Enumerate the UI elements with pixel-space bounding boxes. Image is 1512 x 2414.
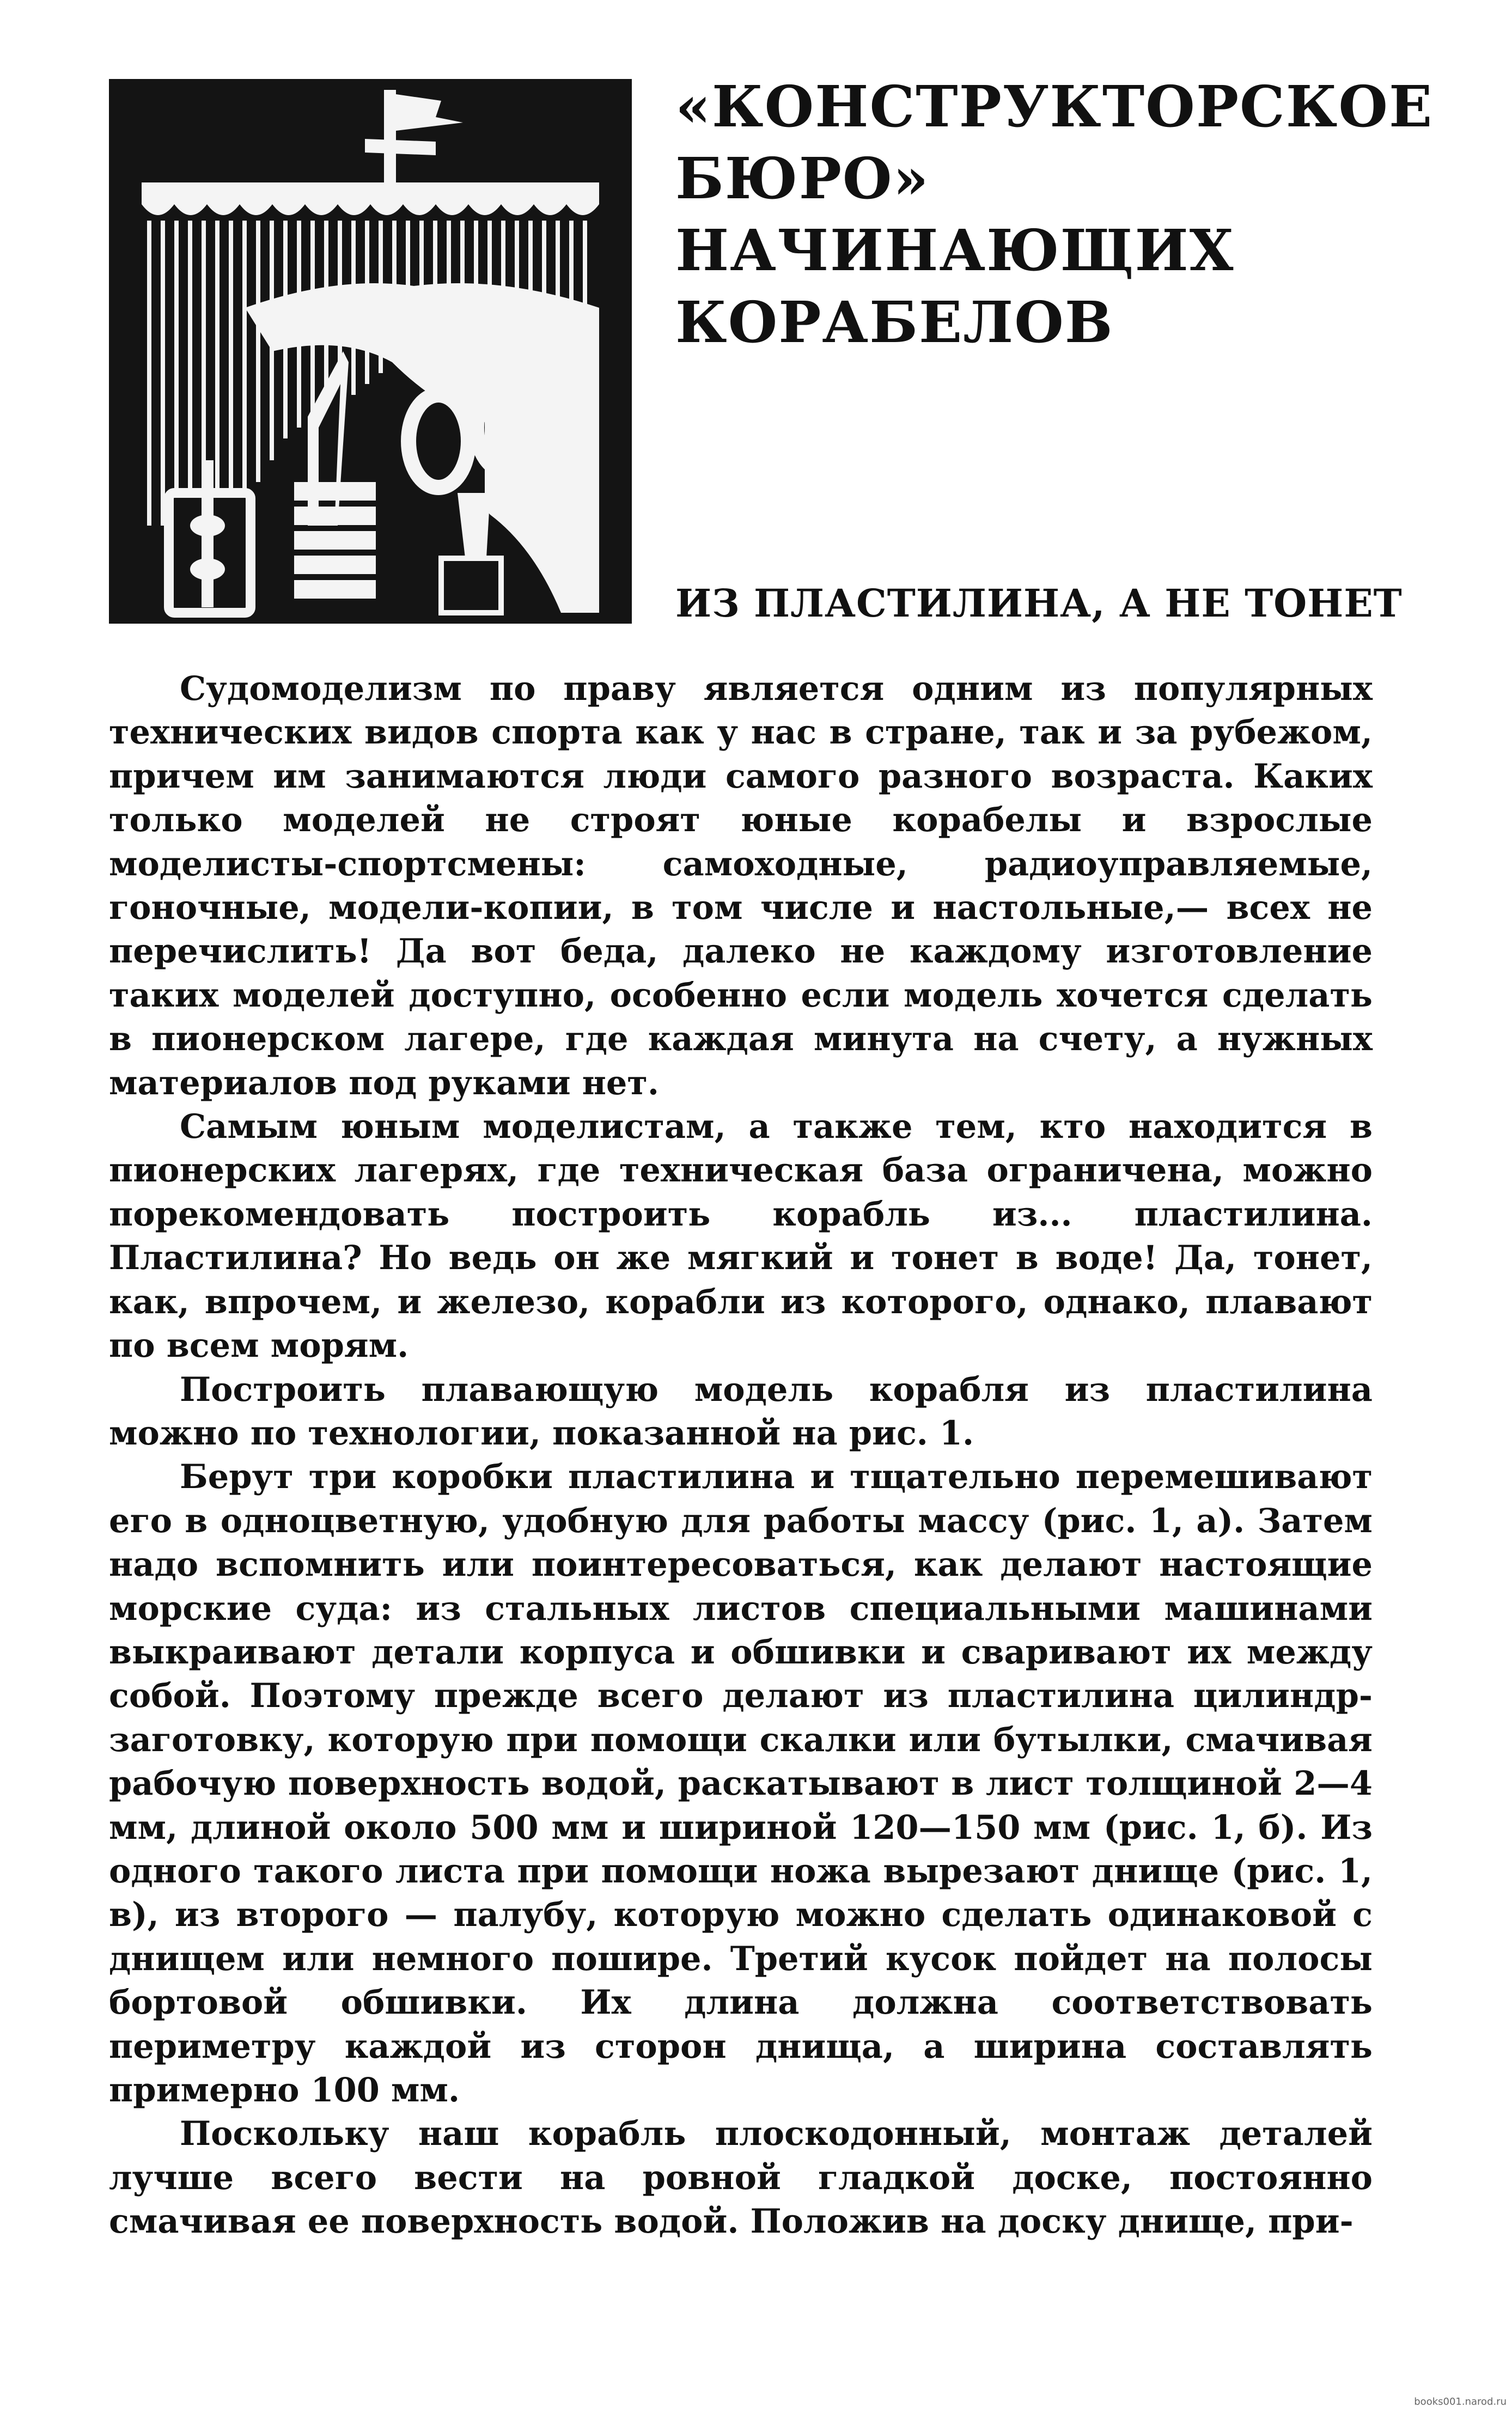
title-line-4: КОРАБЕЛОВ [675,289,1114,356]
paragraph: Поскольку наш корабль плоскодонный, монтаж деталей лучше всего вести на ровной гладкой доске, постоянно смачивая ее поверхность водой. Положив на доску днище, при- [109,2114,1373,2241]
article-title [675,71,1449,358]
source-stamp: books001.narod.ru [1414,2396,1507,2407]
section-subtitle: ИЗ ПЛАСТИЛИНА, А НЕ ТОНЕТ [675,581,1403,626]
paragraph: Самым юным моделистам, а также тем, кто находится в пионерских лагерях, где техническая база ограничена, можно порекомендовать построить корабль из... пластилина. Пластилина? Но ведь он же мягкий и тонет в воде! Да, тонет, как, впрочем, и железо, корабли из которого, однако, плавают по всем морям. [109,1107,1373,1366]
paragraph: Судомоделизм по праву является одним из популярных технических видов спорта как у нас в стране, так и за рубежом, причем им занимаются люди самого разного возраста. Каких только моделей не строят юные корабелы и взрослые моделисты-спортсмены: самоходные, радиоуправляемые, гоночные, модели-копии, в том числе и настольные,— всех не перечислить! Да вот беда, далеко не каждому изготовление таких моделей доступно, особенно если модель хочется сделать в пионерском лагере, где каждая минута на счету, а нужных материалов под руками нет. [109,669,1373,1102]
title-line-2: БЮРО» [675,145,930,212]
paragraph: Берут три коробки пластилина и тщательно перемешивают его в одноцветную, удобную для работы массу (рис. 1, а). Затем надо вспомнить или поинтересоваться, как делают настоящие морские суда: из стальных листов специальными машинами выкраивают детали корпуса и обшивки и сваривают их между собой. Поэтому прежде всего делают из пластилина цилиндр-заготовку, которую при помощи скалки или бутылки, смачивая рабочую поверхность водой, раскатывают в лист толщиной 2—4 мм, длиной около 500 мм и шириной 120—150 мм (рис. 1, б). Из одного такого листа при помощи ножа вырезают днище (рис. 1, в), из второго — палубу, которую можно сделать одинаковой с днищем или немного пошире. Третий кусок пойдет на полосы бортовой обшивки. Их длина должна соответствовать периметру каждой из сторон днища, а ширина составлять примерно 100 мм. [109,1458,1373,2110]
article-body [109,667,1373,2244]
paragraph: Построить плавающую модель корабля из пластилина можно по технологии, показанной на рис. 1. [109,1370,1373,1453]
title-line-3: НАЧИНАЮЩИХ [675,217,1235,284]
title-line-1: «КОНСТРУКТОРСКОЕ [675,73,1434,140]
header-illustration [109,79,632,624]
